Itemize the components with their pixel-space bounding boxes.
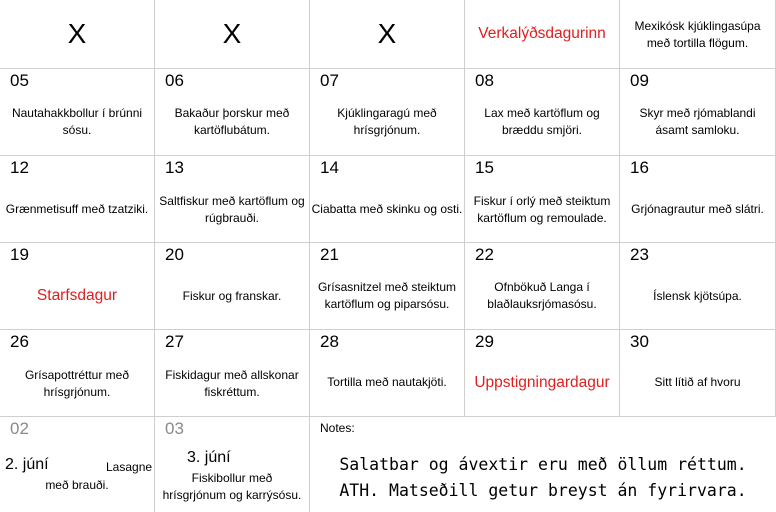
meal-line: Nautahakkbollur í brúnni [11,106,143,120]
cell-row0-col2 [310,0,465,69]
day-number: 22 [475,245,494,264]
notes-line: Salatbar og ávextir eru með öllum réttum. [339,455,747,474]
cell-row2-col4 [620,156,776,243]
day-number: 03 [165,419,184,438]
day-number: 13 [165,158,184,177]
meal-line: Ofnbökuð Langa í [494,280,590,294]
meal-line: Tortilla með nautakjöti. [327,375,447,389]
meal-line: Fiskur og franskar. [182,289,282,303]
meal-line: kartöflubátum. [193,123,271,137]
day-number: 15 [475,158,494,177]
cell-row4-col0 [0,330,155,417]
cell-row1-col1 [155,69,310,156]
meal-line: blaðlauksrjómasósu. [487,297,597,311]
meal-line: Bakaður þorskur með [174,106,290,120]
meal-line: Íslensk kjötsúpa. [653,289,742,303]
meal-line: Lasagne [106,460,153,474]
cell-row2-col0 [0,156,155,243]
cell-row5-col0 [0,417,155,512]
meal-text [465,105,619,139]
day-number: 30 [630,332,649,351]
notes-line: ATH. Matseðill getur breyst án fyrirvara. [339,481,747,500]
closed-mark: X [377,18,397,49]
staff-day-label [0,287,154,304]
meal-line: Mexikósk kjúklingasúpa [634,19,761,33]
meal-line: Fiskibollur með [191,471,273,485]
meal-text [155,193,309,227]
meal-line: Fiskur í orlý með steiktum [473,194,611,208]
meal-text [310,201,464,218]
cell-row4-col2 [310,330,465,417]
cell-row0-col1 [155,0,310,69]
holiday-label: Verkalýðsdagurinn [478,25,606,42]
meal-text [620,201,775,218]
cell-row2-col2 [310,156,465,243]
day-number: 29 [475,332,494,351]
meal-line: Grjónagrautur með slátri. [631,202,764,216]
meal-text [0,105,154,139]
meal-text [0,367,154,401]
meal-line: ásamt samloku. [655,123,740,137]
meal-text [0,201,154,218]
day-number: 05 [10,71,29,90]
day-number: 07 [320,71,339,90]
meal-line: bræddu smjöri. [501,123,583,137]
cell-row4-col3 [465,330,620,417]
meal-line: Ciabatta með skinku og osti. [311,202,463,216]
cell-row0-col0 [0,0,155,69]
cell-row3-col3 [465,243,620,330]
cell-row1-col2 [310,69,465,156]
cell-row3-col0 [0,243,155,330]
meal-text [155,367,309,401]
cell-row5-col1 [155,417,310,512]
day-number: 20 [165,245,184,264]
cell-row3-col4 [620,243,776,330]
cell-row0-col4 [620,0,776,69]
date-label: 3. júní [187,449,231,466]
day-number: 16 [630,158,649,177]
meal-line: með brauði. [45,478,109,492]
meal-line: kartöflum og piparsósu. [324,297,450,311]
meal-text [310,279,464,313]
meal-text [620,105,775,139]
meal-line: fiskréttum. [204,385,260,399]
day-number: 27 [165,332,184,351]
meal-line: Lax með kartöflum og [484,106,600,120]
day-number: 19 [10,245,29,264]
meal-text [620,18,775,52]
holiday-label [465,374,619,391]
day-number: 14 [320,158,339,177]
meal-line: með tortilla flögum. [646,36,749,50]
closed-mark: X [222,18,242,49]
meal-line: hrísgrjónum. [43,385,111,399]
cell-row4-col4 [620,330,776,417]
meal-line: Saltfiskur með kartöflum og [159,194,305,208]
closed-mark: X [67,18,87,49]
day-number: 28 [320,332,339,351]
notes-label: Notes: [320,421,355,435]
meal-text [620,288,775,305]
cell-row1-col3 [465,69,620,156]
meal-line: Fiskidagur með allskonar [165,368,299,382]
meal-line: sósu. [62,123,92,137]
meal-line: hrísgrjónum. [353,123,421,137]
meal-line: hrísgrjónum og karrýsósu. [162,488,302,502]
day-number: 08 [475,71,494,90]
cell-row3-col2 [310,243,465,330]
meal-text [310,374,464,391]
cell-row1-col4 [620,69,776,156]
meal-line: Kjúklingaragú með [337,106,437,120]
meal-text [155,288,309,305]
meal-text [310,105,464,139]
day-number: 02 [10,419,29,438]
meal-text [155,105,309,139]
day-number: 23 [630,245,649,264]
cell-row2-col3 [465,156,620,243]
cell-row1-col0 [0,69,155,156]
day-number: 26 [10,332,29,351]
notes-text [310,452,776,504]
cell-row4-col1 [155,330,310,417]
meal-text [465,279,619,313]
cell-row0-col3 [465,0,620,69]
day-number: 09 [630,71,649,90]
meal-line: Skyr með rjómablandi [639,106,756,120]
meal-line: rúgbrauði. [204,211,260,225]
meal-line: Starfsdagur [36,287,118,304]
meal-line: Grísapottréttur með [24,368,130,382]
meal-line: Grænmetisuff með tzatziki. [5,202,149,216]
cell-row3-col1 [155,243,310,330]
cell-row2-col1 [155,156,310,243]
meal-text [465,193,619,227]
meal-line: kartöflum og remoulade. [477,211,607,225]
date-label: 2. júní [5,456,49,473]
meal-line: Grísasnitzel með steiktum [317,280,457,294]
meal-line: Uppstigningardagur [474,374,610,391]
meal-line: Sitt lítið af hvoru [654,375,741,389]
day-number: 12 [10,158,29,177]
meal-text [155,470,309,504]
day-number: 21 [320,245,339,264]
meal-text [620,374,775,391]
day-number: 06 [165,71,184,90]
